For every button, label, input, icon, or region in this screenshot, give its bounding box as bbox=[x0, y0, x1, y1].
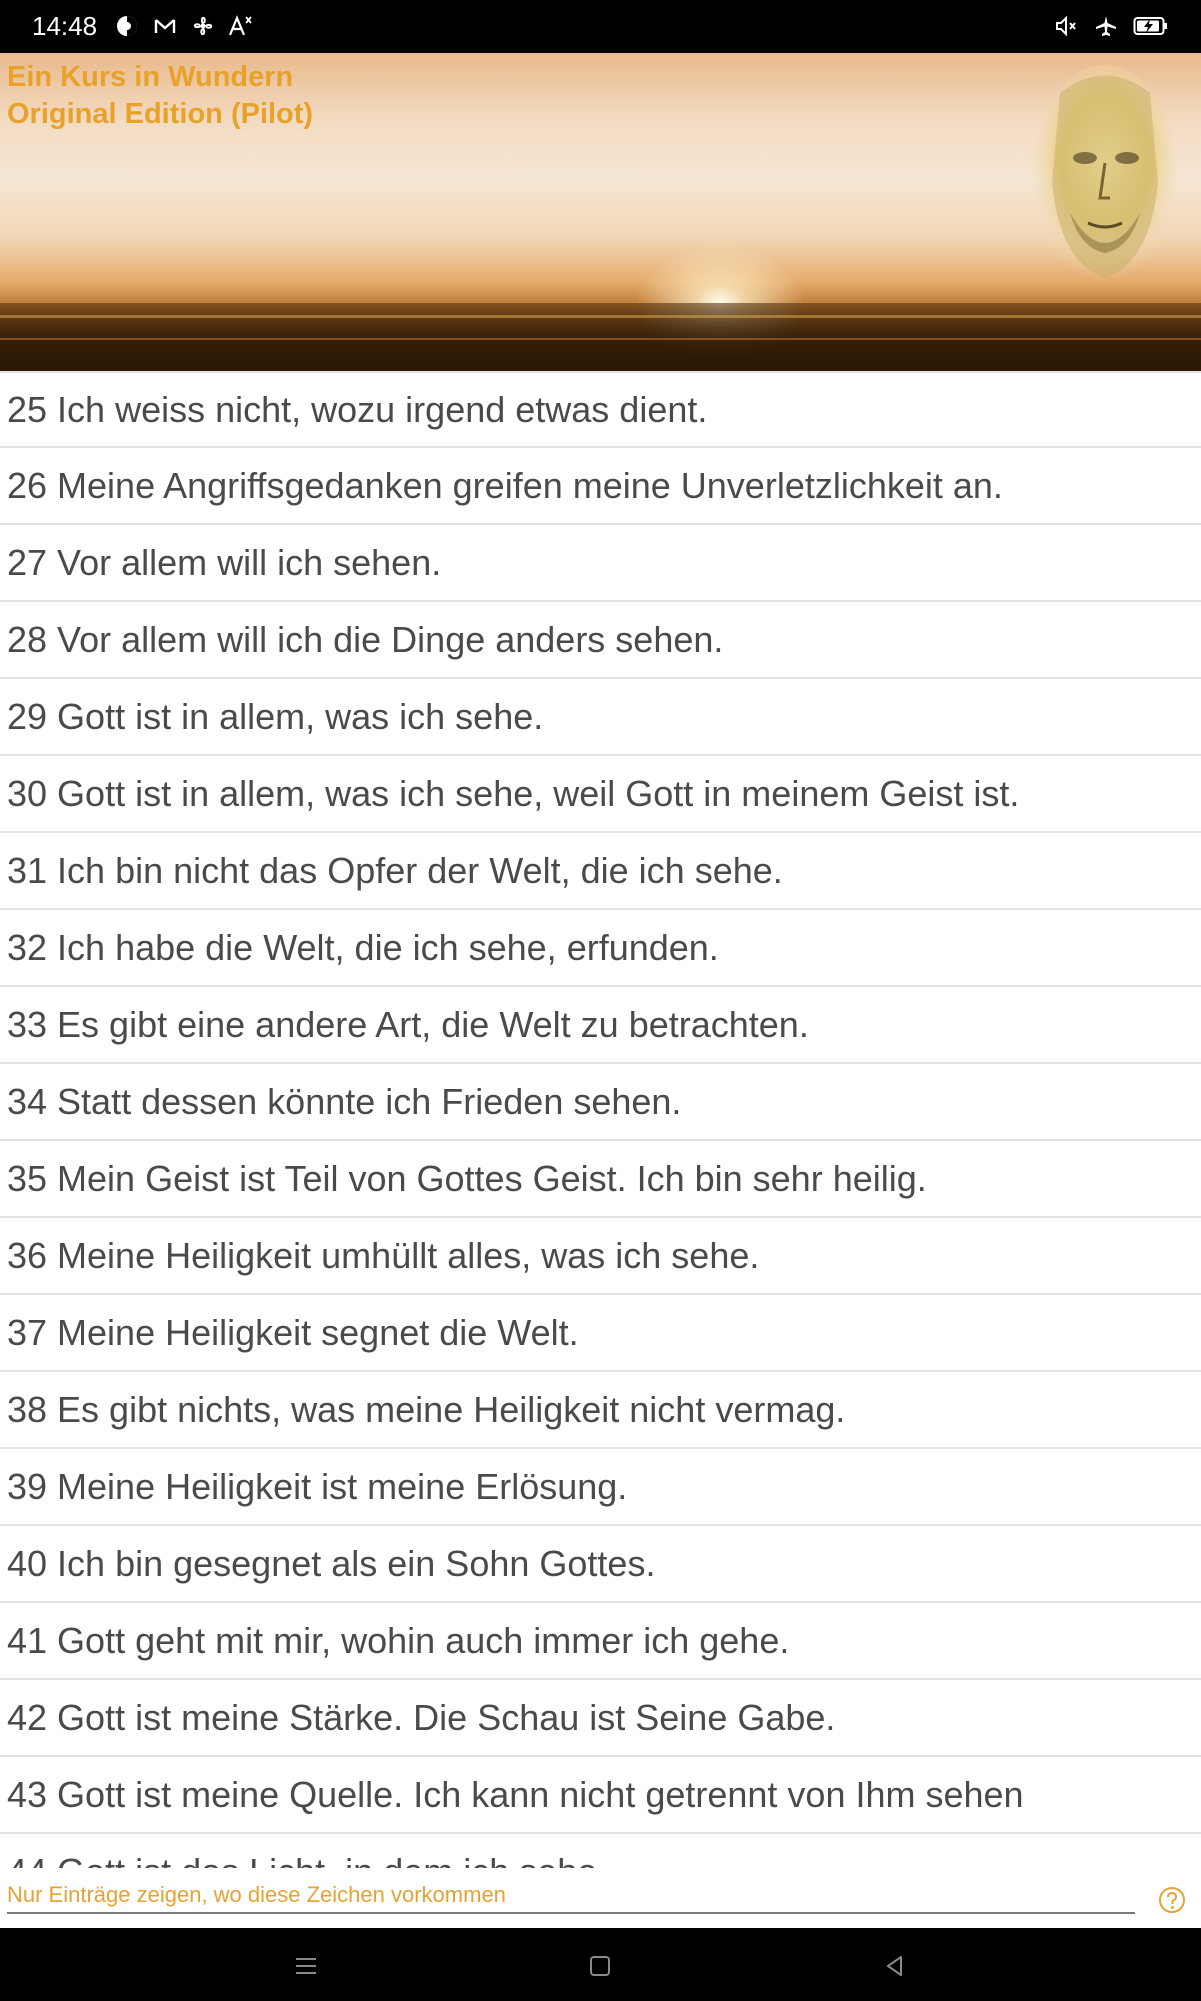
list-item[interactable]: 39 Meine Heiligkeit ist meine Erlösung. bbox=[0, 1449, 1201, 1526]
list-item[interactable]: 29 Gott ist in allem, was ich sehe. bbox=[0, 679, 1201, 756]
help-icon[interactable] bbox=[1158, 1886, 1186, 1914]
mail-icon bbox=[152, 13, 178, 39]
filter-input[interactable] bbox=[7, 1878, 1135, 1914]
list-item[interactable]: 31 Ich bin nicht das Opfer der Welt, die ich sehe. bbox=[0, 833, 1201, 910]
airplane-icon bbox=[1093, 13, 1119, 39]
list-item[interactable]: 26 Meine Angriffsgedanken greifen meine Unverletzlichkeit an. bbox=[0, 448, 1201, 525]
fan-icon bbox=[190, 13, 216, 39]
list-item[interactable]: 35 Mein Geist ist Teil von Gottes Geist. Ich bin sehr heilig. bbox=[0, 1141, 1201, 1218]
app-title bbox=[7, 59, 313, 133]
list-item[interactable]: 43 Gott ist meine Quelle. Ich kann nicht getrennt von Ihm sehen bbox=[0, 1757, 1201, 1834]
menu-icon[interactable] bbox=[286, 1946, 326, 1986]
battery-charging-icon bbox=[1133, 13, 1169, 39]
home-icon[interactable] bbox=[580, 1946, 620, 1986]
status-bar bbox=[0, 0, 1201, 53]
header-banner bbox=[0, 53, 1201, 371]
app-title-line2: Original Edition (Pilot) bbox=[7, 98, 314, 130]
portrait-icon bbox=[1030, 63, 1180, 288]
horizon-landscape bbox=[0, 303, 1201, 371]
status-icons-right bbox=[1053, 12, 1169, 40]
list-item[interactable]: 41 Gott geht mit mir, wohin auch immer ich gehe. bbox=[0, 1603, 1201, 1680]
list-item[interactable]: 27 Vor allem will ich sehen. bbox=[0, 525, 1201, 602]
back-icon[interactable] bbox=[875, 1946, 915, 1986]
list-item[interactable]: 32 Ich habe die Welt, die ich sehe, erfunden. bbox=[0, 910, 1201, 987]
list-item[interactable]: 25 Ich weiss nicht, wozu irgend etwas dient. bbox=[0, 371, 1201, 448]
status-time: 14:48 bbox=[32, 11, 98, 41]
status-icons-left bbox=[114, 12, 254, 40]
list-item[interactable]: 40 Ich bin gesegnet als ein Sohn Gottes. bbox=[0, 1526, 1201, 1603]
list-item[interactable]: 42 Gott ist meine Stärke. Die Schau ist Seine Gabe. bbox=[0, 1680, 1201, 1757]
list-item[interactable]: 38 Es gibt nichts, was meine Heiligkeit nicht vermag. bbox=[0, 1372, 1201, 1449]
list-item[interactable]: 34 Statt dessen könnte ich Frieden sehen. bbox=[0, 1064, 1201, 1141]
list-item[interactable]: 28 Vor allem will ich die Dinge anders sehen. bbox=[0, 602, 1201, 679]
lesson-list[interactable] bbox=[0, 371, 1201, 1868]
mute-icon bbox=[1053, 13, 1079, 39]
list-item[interactable]: 33 Es gibt eine andere Art, die Welt zu betrachten. bbox=[0, 987, 1201, 1064]
list-item[interactable]: 36 Meine Heiligkeit umhüllt alles, was ich sehe. bbox=[0, 1218, 1201, 1295]
font-size-icon bbox=[228, 13, 254, 39]
app-icon bbox=[114, 13, 140, 39]
app-title-line1: Ein Kurs in Wundern bbox=[7, 61, 294, 93]
system-nav-bar bbox=[0, 1928, 1201, 2001]
list-item[interactable]: 30 Gott ist in allem, was ich sehe, weil Gott in meinem Geist ist. bbox=[0, 756, 1201, 833]
filter-bar bbox=[0, 1868, 1201, 1928]
list-item[interactable]: 37 Meine Heiligkeit segnet die Welt. bbox=[0, 1295, 1201, 1372]
